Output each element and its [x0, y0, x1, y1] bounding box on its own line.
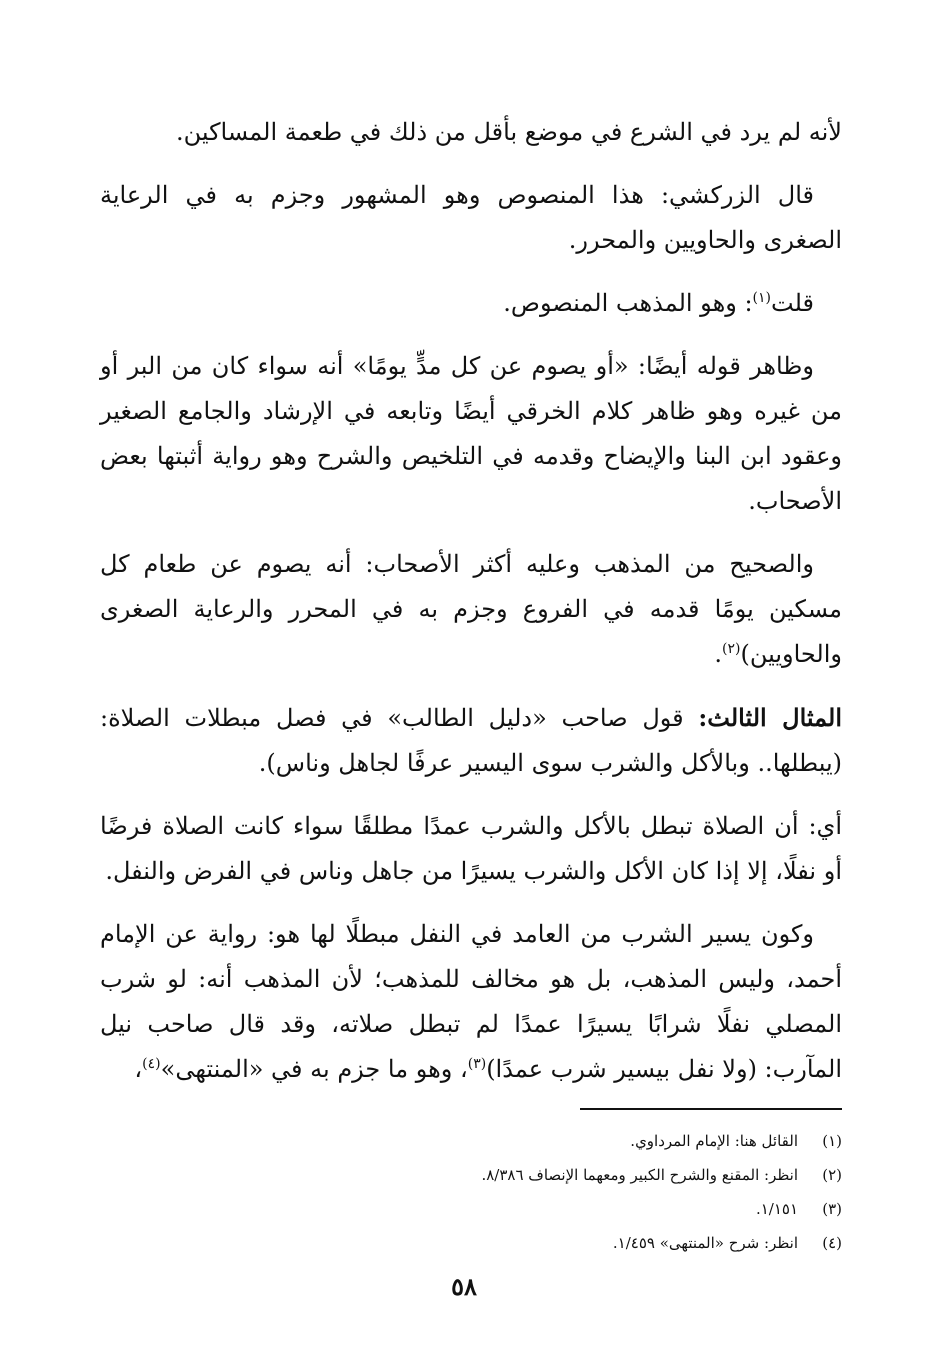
paragraph-6: [100, 695, 842, 786]
footnote-3: [100, 1192, 842, 1226]
paragraph-3: [100, 281, 842, 326]
paragraph-7-text: أي: أن الصلاة تبطل بالأكل والشرب عمدًا مطلقًا سواء كانت الصلاة فرضًا أو نفلًا، إلا إذا كان الأكل والشرب يسيرًا من جاهل وناس في الفرض والنفل.: [100, 812, 842, 885]
paragraph-8-text-c: ،: [134, 1055, 143, 1083]
footnote-ref-1[interactable]: (١): [752, 290, 772, 306]
footnote-text: القائل هنا: الإمام المرداوي.: [630, 1132, 798, 1150]
paragraph-6-text: قول صاحب «دليل الطالب» في فصل مبطلات الصلاة: (يبطلها.. وبالأكل والشرب سوى اليسير عرفًا لجاهل وناس).: [100, 704, 842, 777]
footnote-text: انظر: شرح «المنتهى» ١/٤٥٩.: [612, 1234, 798, 1252]
footnote-number: (٢): [822, 1166, 842, 1184]
footnote-ref-3[interactable]: (٣): [467, 1056, 487, 1072]
paragraph-4: [100, 344, 842, 524]
footnote-ref-2[interactable]: (٢): [722, 641, 741, 657]
footnote-text: ١/١٥١.: [755, 1200, 798, 1218]
example-heading: المثال الثالث:: [698, 703, 842, 732]
footnote-number: (١): [822, 1132, 842, 1150]
paragraph-4-text: وظاهر قوله أيضًا: «أو يصوم عن كل مدٍّ يومًا» أنه سواء كان من البر أو من غيره وهو ظاهر كلام الخرقي أيضًا وتابعه في الإرشاد والجامع الصغير وعقود ابن البنا والإيضاح وقدمه في التلخيص والشرح وهو رواية أثبتها بعض الأصحاب.: [100, 352, 842, 515]
paragraph-1: [100, 110, 842, 155]
footnote-2: [100, 1158, 842, 1192]
paragraph-5: [100, 542, 842, 677]
paragraph-8: [100, 912, 842, 1092]
paragraph-3-pre: قلت: [771, 289, 814, 317]
paragraph-8-text-b: ، وهو ما جزم به في «المنتهى»: [160, 1055, 468, 1083]
paragraph-2: [100, 173, 842, 263]
page-number: ٥٨: [451, 1272, 477, 1301]
paragraph-8-text-a: وكون يسير الشرب من العامد في النفل مبطلًا لها هو: رواية عن الإمام أحمد، وليس المذهب، بل هو مخالف للمذهب؛ لأن المذهب أنه: لو شرب المصلي نفلًا شرابًا يسيرًا عمدًا لم تبطل صلاته، وقد قال صاحب نيل المآرب: (ولا نفل بيسير شرب عمدًا): [100, 920, 842, 1083]
paragraph-5-text: والصحيح من المذهب وعليه أكثر الأصحاب: أنه يصوم عن طعام كل مسكين يومًا قدمه في الفروع وجزم به في المحرر والرعاية الصغرى والحاويين): [100, 550, 842, 668]
footnote-4: [100, 1226, 842, 1260]
footnote-number: (٣): [822, 1200, 842, 1218]
footnote-ref-4[interactable]: (٤): [142, 1056, 161, 1072]
paragraph-3-post: : وهو المذهب المنصوص.: [503, 289, 753, 317]
paragraph-5-end: .: [714, 640, 722, 668]
footnote-text: انظر: المقنع والشرح الكبير ومعهما الإنصاف ٨/٣٨٦.: [481, 1166, 798, 1184]
paragraph-2-text: قال الزركشي: هذا المنصوص وهو المشهور وجزم به في الرعاية الصغرى والحاويين والمحرر.: [100, 181, 842, 254]
footnote-separator: [580, 1108, 842, 1110]
footnote-number: (٤): [822, 1234, 842, 1252]
footnote-1: [100, 1124, 842, 1158]
paragraph-7: [100, 804, 842, 894]
paragraph-1-text: لأنه لم يرد في الشرع في موضع بأقل من ذلك في طعمة المساكين.: [175, 118, 842, 146]
footnotes: [100, 1124, 842, 1260]
